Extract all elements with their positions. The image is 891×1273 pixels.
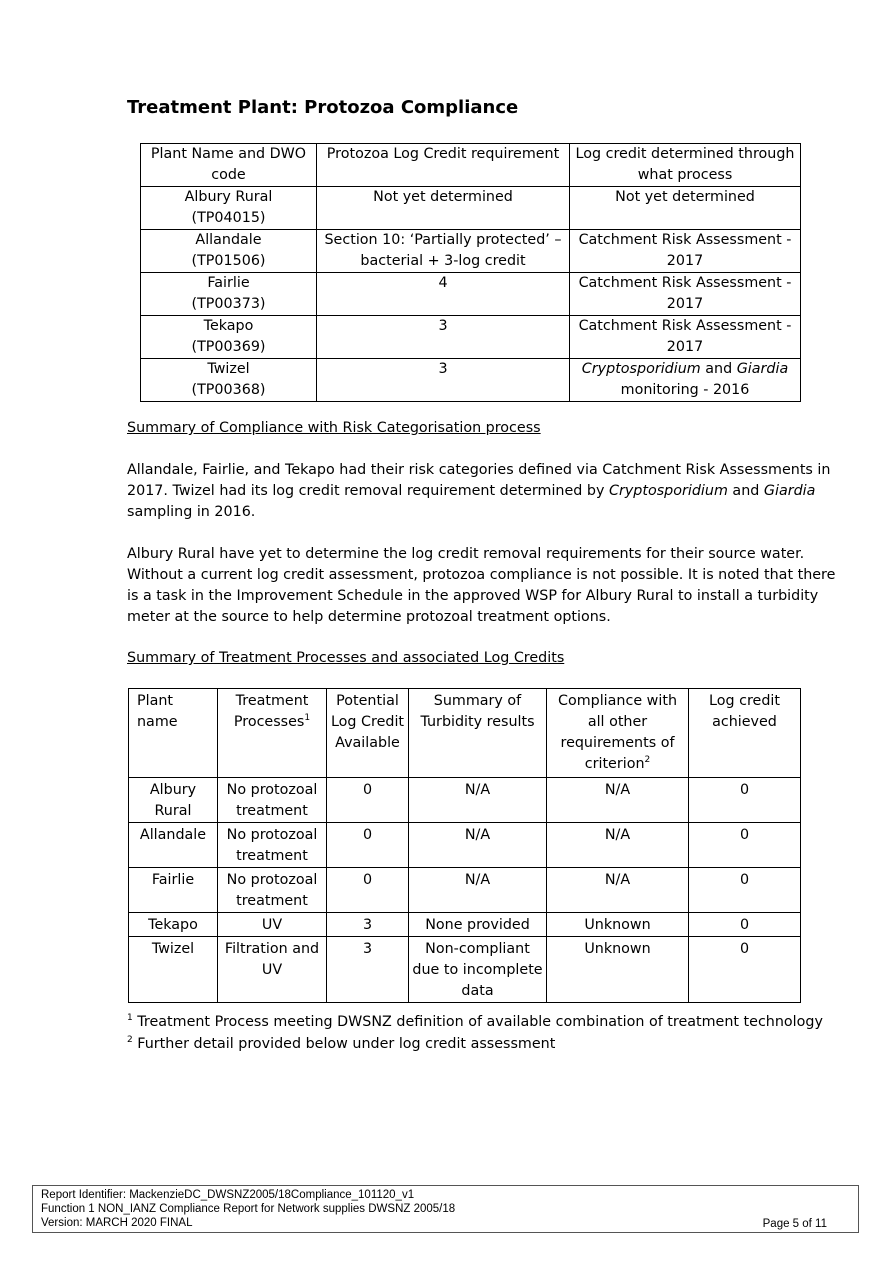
achieved-cell: 0: [689, 868, 801, 913]
header-cell: Protozoa Log Credit requirement: [317, 144, 570, 187]
table-row: [129, 868, 801, 913]
plant-name: Fairlie: [207, 275, 250, 291]
header-text: Treatment Processes: [233, 693, 309, 730]
process-cell: UV: [218, 913, 327, 937]
turbidity-cell: N/A: [409, 823, 547, 868]
report-identifier: Report Identifier: MackenzieDC_DWSNZ2005/18Compliance_101120_v1: [41, 1189, 415, 1201]
footnote-text: Further detail provided below under log credit assessment: [132, 1036, 556, 1052]
process-cell: Catchment Risk Assessment - 2017: [570, 230, 801, 273]
paragraph: Albury Rural have yet to determine the log credit removal requirements for their source water. Without a current log credit assessment, protozoa compliance is not possible. It is noted that there is a task in the Improvement Schedule in the approved WSP for Albury Rural to install a turbidity meter at the source to help determine protozoal treatment options.: [127, 546, 836, 625]
plant-name: Twizel: [207, 361, 250, 377]
requirement-cell: 4: [317, 273, 570, 316]
header-cell: [218, 689, 327, 778]
table-row: [141, 273, 801, 316]
potential-cell: 3: [327, 913, 409, 937]
header-text: Compliance with all other requirements of criterion: [557, 693, 678, 772]
process-cell: Catchment Risk Assessment - 2017: [570, 316, 801, 359]
footnote-mark: 1: [127, 1013, 133, 1024]
paragraph-text: sampling in 2016.: [127, 504, 256, 520]
compliance-cell: Unknown: [547, 913, 689, 937]
header-cell: Summary of Turbidity results: [409, 689, 547, 778]
treatment-log-credit-table: [128, 688, 801, 1003]
header-cell: [547, 689, 689, 778]
table-row: [141, 316, 801, 359]
footnote-mark: 2: [127, 1035, 133, 1046]
achieved-cell: 0: [689, 937, 801, 1003]
compliance-cell: N/A: [547, 778, 689, 823]
requirement-cell: Not yet determined: [317, 187, 570, 230]
footnote-text: Treatment Process meeting DWSNZ definition of available combination of treatment technology: [132, 1014, 823, 1030]
plant-cell: Twizel: [129, 937, 218, 1003]
table-row: [141, 187, 801, 230]
plant-cell: Tekapo: [129, 913, 218, 937]
potential-cell: 0: [327, 778, 409, 823]
header-cell: Log credit achieved: [689, 689, 801, 778]
plant-cell: [141, 230, 317, 273]
plant-cell: Fairlie: [129, 868, 218, 913]
process-cell: [570, 359, 801, 402]
plant-cell: [141, 316, 317, 359]
process-cell: No protozoal treatment: [218, 823, 327, 868]
compliance-cell: Unknown: [547, 937, 689, 1003]
turbidity-cell: Non-compliant due to incomplete data: [409, 937, 547, 1003]
requirement-cell: 3: [317, 359, 570, 402]
plant-code: (TP00373): [191, 296, 266, 312]
plant-name: Allandale: [195, 232, 262, 248]
plant-code: (TP04015): [191, 210, 266, 226]
italic-term: Giardia: [736, 361, 789, 377]
footnote-mark: 2: [644, 755, 651, 766]
achieved-cell: 0: [689, 823, 801, 868]
compliance-cell: N/A: [547, 868, 689, 913]
plant-code: (TP01506): [191, 253, 266, 269]
turbidity-cell: N/A: [409, 778, 547, 823]
achieved-cell: 0: [689, 913, 801, 937]
footnote: [127, 1014, 823, 1030]
report-version: Version: MARCH 2020 FINAL: [41, 1217, 193, 1229]
page-number: Page 5 of 11: [762, 1218, 827, 1230]
compliance-cell: N/A: [547, 823, 689, 868]
section-subheading: Summary of Compliance with Risk Categorisation process: [127, 420, 541, 436]
page-footer: [32, 1185, 859, 1233]
process-cell: Not yet determined: [570, 187, 801, 230]
plant-cell: Albury Rural: [129, 778, 218, 823]
paragraph-text: and: [727, 483, 764, 499]
paragraph-text: Allandale, Fairlie, and Tekapo had their risk categories defined via Catchment Risk Assessments in 2017. Twizel had its log credit removal requirement determined by: [127, 462, 831, 499]
footnote-mark: 1: [304, 713, 311, 724]
footnote: [127, 1036, 555, 1052]
page-heading: Treatment Plant: Protozoa Compliance: [127, 97, 519, 118]
turbidity-cell: None provided: [409, 913, 547, 937]
italic-term: Cryptosporidium: [608, 483, 728, 499]
plant-cell: [141, 359, 317, 402]
section-subheading: Summary of Treatment Processes and associated Log Credits: [127, 650, 565, 666]
table-row: [129, 823, 801, 868]
requirement-cell: 3: [317, 316, 570, 359]
header-cell: Plant Name and DWO code: [141, 144, 317, 187]
potential-cell: 0: [327, 823, 409, 868]
potential-cell: 3: [327, 937, 409, 1003]
table-row: [129, 778, 801, 823]
process-cell: Filtration and UV: [218, 937, 327, 1003]
table-header-row: [141, 144, 801, 187]
plant-cell: [141, 273, 317, 316]
process-cell: Catchment Risk Assessment - 2017: [570, 273, 801, 316]
turbidity-cell: N/A: [409, 868, 547, 913]
table-header-row: [129, 689, 801, 778]
process-text: monitoring - 2016: [620, 382, 750, 398]
plant-code: (TP00369): [191, 339, 266, 355]
plant-code: (TP00368): [191, 382, 266, 398]
potential-cell: 0: [327, 868, 409, 913]
italic-term: Cryptosporidium: [581, 361, 701, 377]
table-row: [141, 230, 801, 273]
plant-cell: [141, 187, 317, 230]
italic-term: Giardia: [763, 483, 816, 499]
plant-cell: Allandale: [129, 823, 218, 868]
process-text: and: [700, 361, 737, 377]
table-row: [129, 937, 801, 1003]
header-cell: Log credit determined through what process: [570, 144, 801, 187]
protozoa-requirement-table: [140, 143, 801, 402]
header-cell: Potential Log Credit Available: [327, 689, 409, 778]
header-cell: Plant name: [129, 689, 218, 778]
requirement-cell: Section 10: ‘Partially protected’ – bacterial + 3-log credit: [317, 230, 570, 273]
process-cell: No protozoal treatment: [218, 868, 327, 913]
achieved-cell: 0: [689, 778, 801, 823]
table-row: [129, 913, 801, 937]
table-row: [141, 359, 801, 402]
report-function: Function 1 NON_IANZ Compliance Report for Network supplies DWSNZ 2005/18: [41, 1203, 456, 1215]
process-cell: No protozoal treatment: [218, 778, 327, 823]
plant-name: Albury Rural: [184, 189, 273, 205]
plant-name: Tekapo: [203, 318, 254, 334]
paragraph: [127, 460, 849, 523]
